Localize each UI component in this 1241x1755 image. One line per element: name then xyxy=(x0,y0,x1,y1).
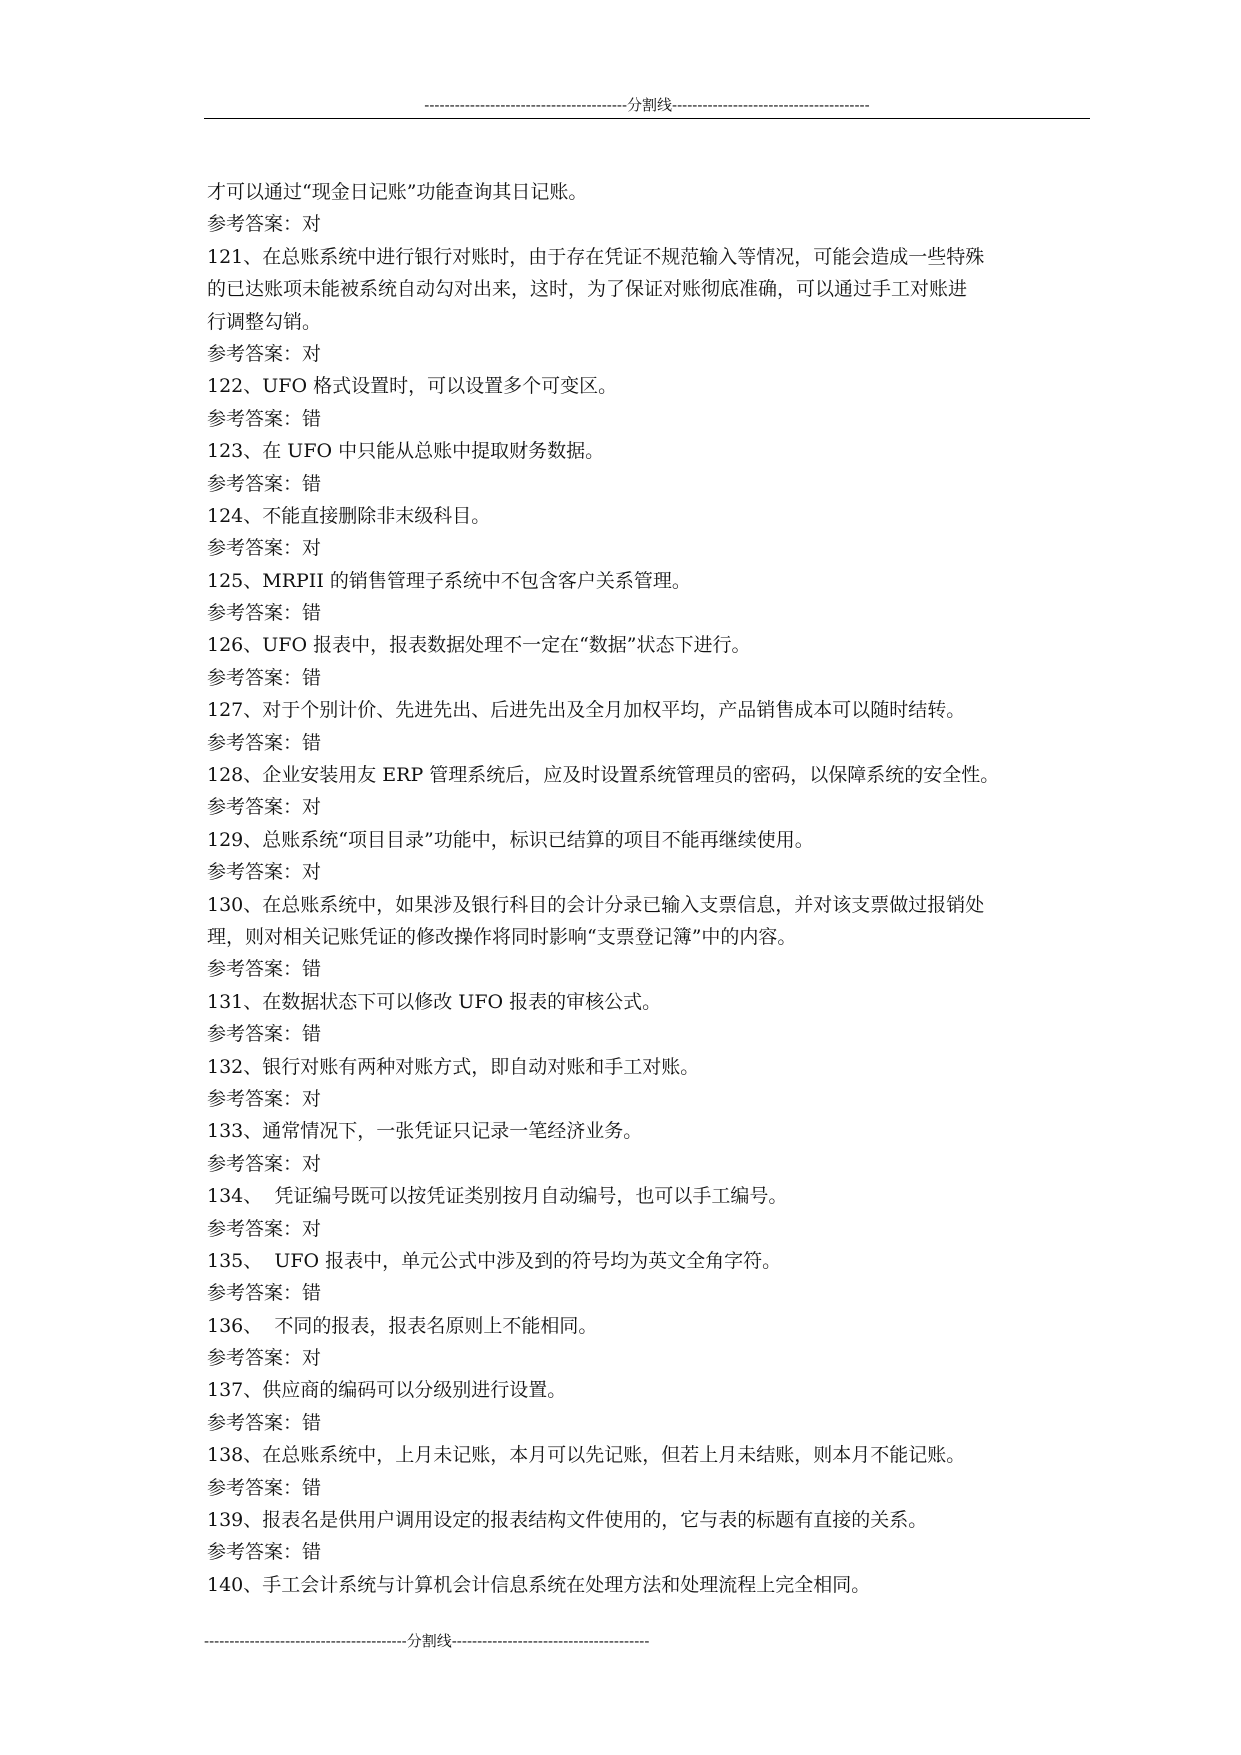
answer-line: 参考答案：错 xyxy=(207,1476,322,1499)
question-line: 125、MRPII 的销售管理子系统中不包含客户关系管理。 xyxy=(207,569,691,592)
question-line: 129、总账系统“项目目录”功能中，标识已结算的项目不能再继续使用。 xyxy=(207,828,814,851)
answer-line: 参考答案：错 xyxy=(207,958,322,981)
answer-line: 参考答案：对 xyxy=(207,213,322,236)
document-body xyxy=(207,176,1090,1601)
question-line: 128、企业安装用友 ERP 管理系统后，应及时设置系统管理员的密码，以保障系统的安全性。 xyxy=(207,764,1000,787)
answer-line: 参考答案：错 xyxy=(207,1411,322,1434)
answer-line: 参考答案：错 xyxy=(207,472,322,495)
question-line: 136、 不同的报表，报表名原则上不能相同。 xyxy=(207,1314,598,1337)
question-line: 126、UFO 报表中，报表数据处理不一定在“数据”状态下进行。 xyxy=(207,634,751,657)
question-line: 123、在 UFO 中只能从总账中提取财务数据。 xyxy=(207,440,605,463)
answer-line: 参考答案：对 xyxy=(207,342,322,365)
question-line: 127、对于个别计价、先进先出、后进先出及全月加权平均，产品销售成本可以随时结转。 xyxy=(207,699,966,722)
answer-line: 参考答案：对 xyxy=(207,1217,322,1240)
answer-line: 参考答案：对 xyxy=(207,537,322,560)
answer-line: 参考答案：错 xyxy=(207,602,322,625)
question-line: 131、在数据状态下可以修改 UFO 报表的审核公式。 xyxy=(207,990,662,1013)
answer-line: 参考答案：错 xyxy=(207,666,322,689)
answer-line: 参考答案：错 xyxy=(207,731,322,754)
answer-line: 参考答案：对 xyxy=(207,861,322,884)
question-line: 132、银行对账有两种对账方式，即自动对账和手工对账。 xyxy=(207,1055,700,1078)
question-line: 行调整勾销。 xyxy=(207,310,322,333)
question-line: 才可以通过“现金日记账”功能查询其日记账。 xyxy=(207,181,588,203)
question-line: 138、在总账系统中，上月未记账，本月可以先记账，但若上月未结账，则本月不能记账。 xyxy=(207,1444,966,1467)
question-line: 135、 UFO 报表中，单元公式中涉及到的符号均为英文全角字符。 xyxy=(207,1249,782,1272)
answer-line: 参考答案：错 xyxy=(207,407,322,430)
answer-line: 参考答案：对 xyxy=(207,1152,322,1175)
footer-divider: ----------------------------------------分割线--------------------------------------- xyxy=(204,1632,650,1650)
answer-line: 参考答案：对 xyxy=(207,796,322,819)
question-line: 130、在总账系统中，如果涉及银行科目的会计分录已输入支票信息，并对该支票做过报销处 xyxy=(207,893,985,916)
question-line: 124、不能直接删除非末级科目。 xyxy=(207,504,491,527)
question-line: 139、报表名是供用户调用设定的报表结构文件使用的，它与表的标题有直接的关系。 xyxy=(207,1509,928,1532)
answer-line: 参考答案：错 xyxy=(207,1282,322,1305)
question-line: 133、通常情况下，一张凭证只记录一笔经济业务。 xyxy=(207,1120,643,1143)
question-line: 122、UFO 格式设置时，可以设置多个可变区。 xyxy=(207,375,618,398)
question-line: 137、供应商的编码可以分级别进行设置。 xyxy=(207,1379,567,1402)
question-line: 121、在总账系统中进行银行对账时，由于存在凭证不规范输入等情况，可能会造成一些特殊 xyxy=(207,245,985,268)
question-line: 的已达账项未能被系统自动勾对出来，这时，为了保证对账彻底准确，可以通过手工对账进 xyxy=(207,278,968,301)
answer-line: 参考答案：对 xyxy=(207,1087,322,1110)
question-line: 理，则对相关记账凭证的修改操作将同时影响“支票登记簿”中的内容。 xyxy=(207,925,797,948)
answer-line: 参考答案：错 xyxy=(207,1023,322,1046)
answer-line: 参考答案：对 xyxy=(207,1347,322,1370)
question-line: 134、 凭证编号既可以按凭证类别按月自动编号，也可以手工编号。 xyxy=(207,1185,788,1208)
question-line: 140、手工会计系统与计算机会计信息系统在处理方法和处理流程上完全相同。 xyxy=(207,1573,871,1596)
header-divider: ----------------------------------------分割线--------------------------------------- xyxy=(204,96,1090,119)
answer-line: 参考答案：错 xyxy=(207,1541,322,1564)
